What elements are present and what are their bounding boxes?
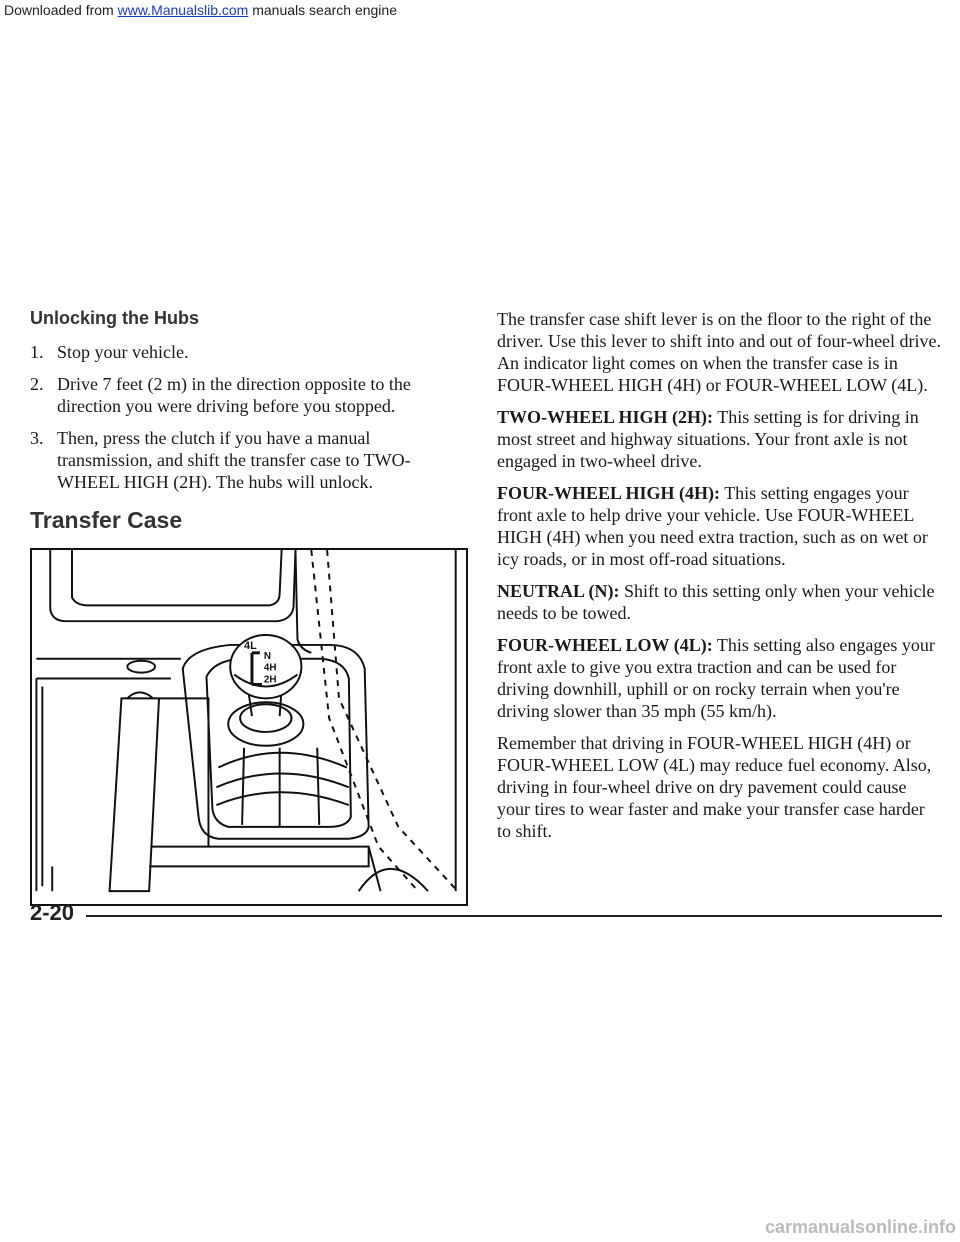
shift-label-4l: 4L bbox=[244, 639, 257, 652]
setting-text: This setting also engages your front axle to give you extra traction and can be used for driving downhill, uphill or on rocky terrain when you're driving slower than 35 mph (55 km/h). bbox=[497, 635, 935, 721]
unlocking-steps-list bbox=[30, 341, 470, 493]
transfer-case-heading: Transfer Case bbox=[30, 507, 183, 533]
page-footer bbox=[30, 900, 942, 930]
setting-term: TWO-WHEEL HIGH (2H): bbox=[497, 407, 714, 427]
setting-text: Shift to this setting only when your vehicle needs to be towed. bbox=[497, 581, 935, 623]
closing-paragraph: Remember that driving in FOUR-WHEEL HIGH (4H) or FOUR-WHEEL LOW (4L) may reduce fuel economy. Also, driving in four-wheel drive on dry pavement could cause your tires to wear faster and make your transfer case harder to shift. bbox=[497, 733, 932, 841]
page-number: 2-20 bbox=[30, 900, 75, 925]
step-number: 3. bbox=[30, 428, 44, 448]
setting-term: FOUR-WHEEL HIGH (4H): bbox=[497, 483, 721, 503]
right-column bbox=[497, 308, 942, 852]
transfer-intro-paragraph: The transfer case shift lever is on the floor to the right of the driver. Use this lever to shift into and out of four-wheel drive. An indicator light comes on when the transfer case is in FOUR-WHEEL HIGH (4H) or FOUR-WHEEL LOW (4L). bbox=[497, 309, 942, 395]
setting-paragraph-2h bbox=[497, 406, 942, 472]
setting-text: This setting is for driving in most street and highway situations. Your front axle is not engaged in two-wheel drive. bbox=[497, 407, 919, 471]
shift-label-4h: 4H bbox=[263, 662, 277, 674]
step-text: Then, press the clutch if you have a manual transmission, and shift the transfer case to TWO-WHEEL HIGH (2H). The hubs will unlock. bbox=[57, 428, 411, 492]
download-suffix: manuals search engine bbox=[248, 2, 397, 18]
step-item bbox=[30, 373, 470, 417]
setting-paragraph-neutral bbox=[497, 580, 942, 624]
shift-label-n: N bbox=[263, 650, 271, 662]
step-item bbox=[30, 341, 470, 363]
footer-rule bbox=[86, 915, 942, 917]
download-source-bar bbox=[0, 0, 960, 22]
transfer-case-illustration bbox=[30, 548, 468, 906]
setting-term: FOUR-WHEEL LOW (4L): bbox=[497, 635, 713, 655]
setting-paragraph-4h bbox=[497, 482, 942, 570]
download-prefix: Downloaded from bbox=[4, 2, 118, 18]
step-item bbox=[30, 427, 470, 493]
setting-paragraph-4l bbox=[497, 634, 942, 722]
left-column bbox=[30, 308, 470, 906]
step-number: 1. bbox=[30, 342, 44, 362]
setting-text: This setting engages your front axle to help drive your vehicle. Use FOUR-WHEEL HIGH (4H) when you need extra traction, such as on wet or icy roads, or in most off-road situations. bbox=[497, 483, 928, 569]
shift-lever-drawing bbox=[32, 550, 466, 904]
step-number: 2. bbox=[30, 374, 44, 394]
step-text: Drive 7 feet (2 m) in the direction opposite to the direction you were driving before you stopped. bbox=[57, 374, 411, 416]
setting-term: NEUTRAL (N): bbox=[497, 581, 620, 601]
shift-label-2h: 2H bbox=[263, 674, 277, 686]
unlocking-hubs-heading: Unlocking the Hubs bbox=[30, 308, 200, 328]
watermark-text: carmanualsonline.info bbox=[764, 1217, 956, 1237]
manualslib-link[interactable]: www.Manualslib.com bbox=[117, 2, 249, 18]
step-text: Stop your vehicle. bbox=[57, 342, 189, 362]
